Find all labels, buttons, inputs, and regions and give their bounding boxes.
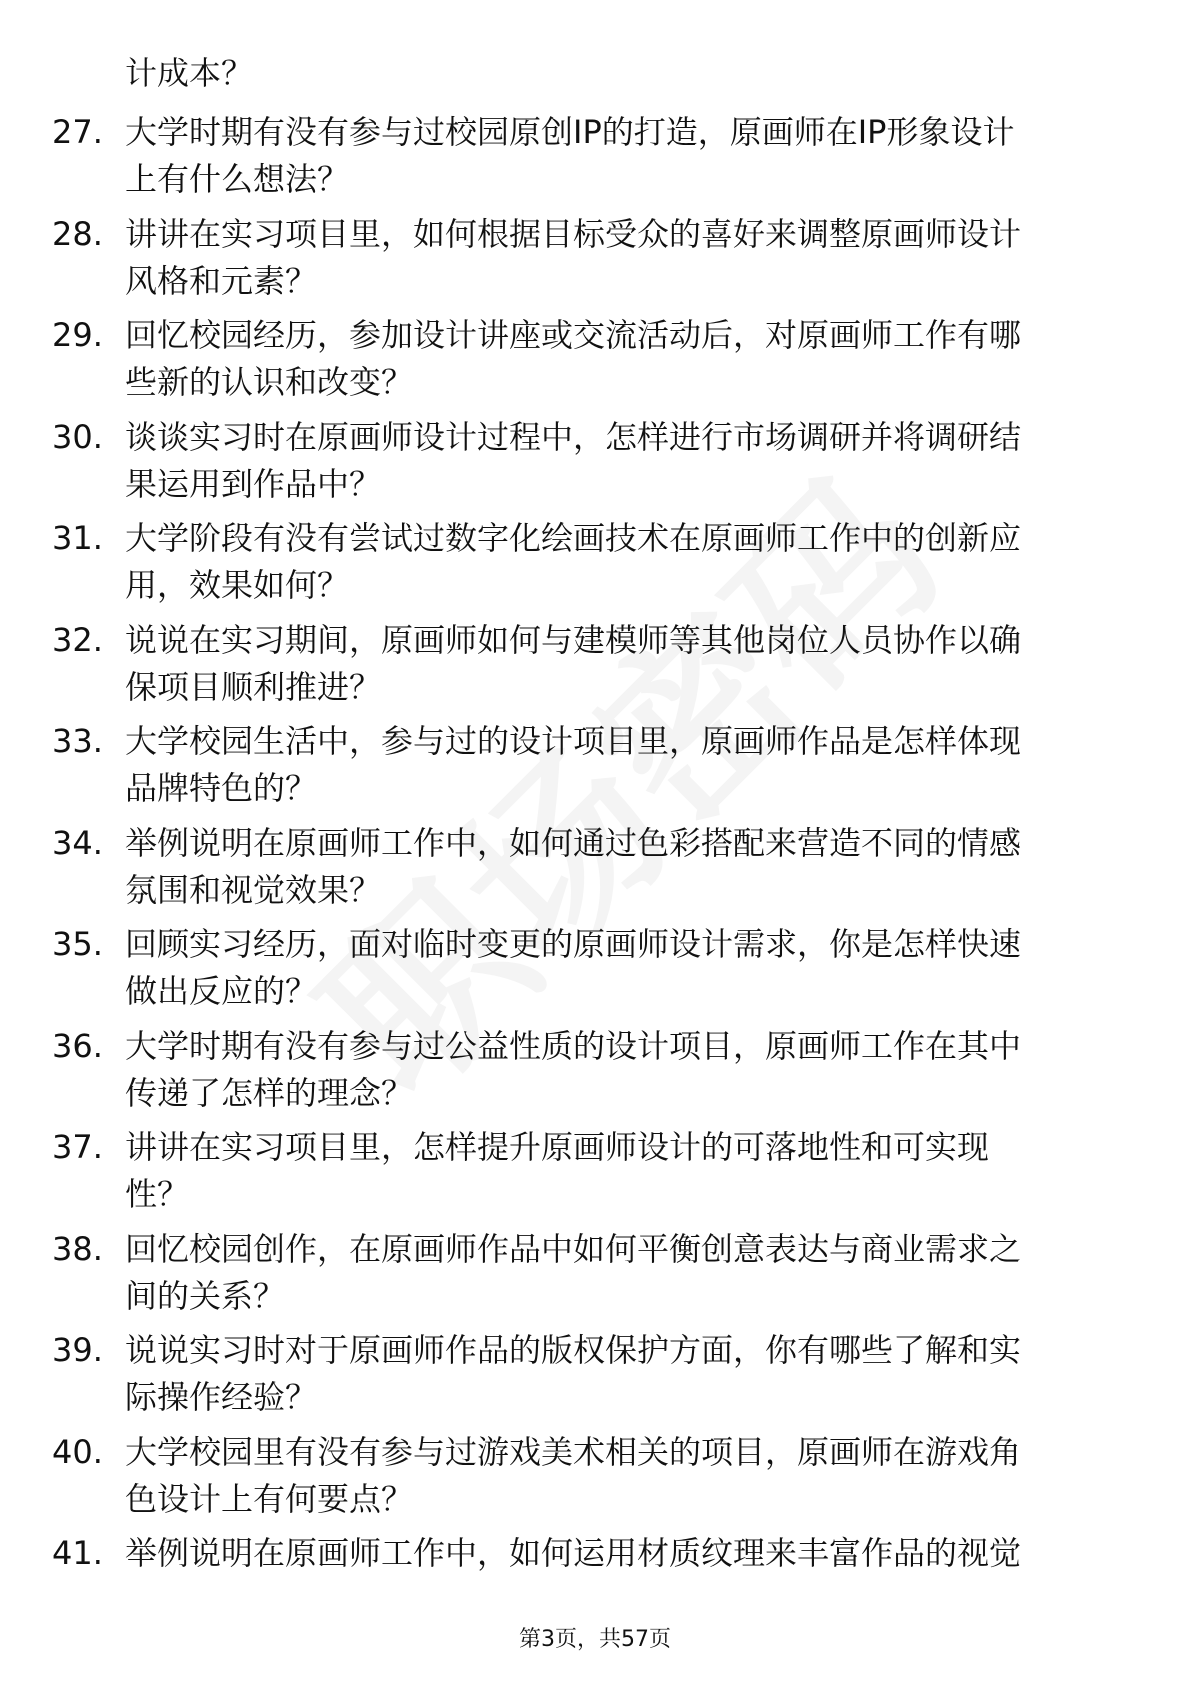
question-item — [0, 1117, 1190, 1219]
question-text — [125, 211, 1115, 305]
question-line: 说说实习时对于原画师作品的版权保护方面，你有哪些了解和实 — [125, 1331, 1022, 1369]
question-number: 40. — [52, 1432, 103, 1471]
question-number: 29. — [52, 316, 103, 354]
question-item — [0, 305, 1190, 407]
question-item — [0, 711, 1190, 813]
question-line: 大学时期有没有参与过公益性质的设计项目，原画师工作在其中 — [125, 1026, 1022, 1065]
question-item — [0, 1422, 1190, 1524]
question-text — [125, 1429, 1115, 1523]
question-line: 大学校园里有没有参与过游戏美术相关的项目，原画师在游戏角 — [125, 1432, 1022, 1471]
question-text — [125, 1327, 1115, 1421]
question-item — [0, 102, 1190, 204]
question-text — [125, 109, 1115, 203]
question-line: 讲讲在实习项目里，如何根据目标受众的喜好来调整原画师设计 — [125, 214, 1022, 253]
question-line: 风格和元素？ — [125, 261, 318, 300]
question-line: 传递了怎样的理念？ — [125, 1073, 414, 1112]
question-text — [125, 718, 1115, 812]
question-line: 举例说明在原画师工作中，如何运用材质纹理来丰富作品的视觉 — [125, 1534, 1022, 1572]
question-line: 品牌特色的？ — [125, 769, 318, 807]
question-text — [125, 921, 1115, 1015]
question-text — [125, 414, 1115, 508]
question-line: 上有什么想法？ — [125, 160, 350, 198]
question-line: 际操作经验？ — [125, 1378, 318, 1416]
question-number: 36. — [52, 1026, 103, 1065]
question-line: 果运用到作品中？ — [125, 464, 382, 503]
question-list — [0, 102, 1190, 1625]
question-number: 30. — [52, 417, 103, 456]
question-item — [0, 1016, 1190, 1118]
question-number: 28. — [52, 214, 103, 253]
question-item — [0, 914, 1190, 1016]
question-item — [0, 813, 1190, 915]
question-number: 33. — [52, 722, 103, 760]
question-line: 间的关系？ — [125, 1276, 286, 1315]
question-line: 谈谈实习时在原画师设计过程中，怎样进行市场调研并将调研结 — [125, 417, 1022, 456]
question-item — [0, 610, 1190, 712]
question-number: 39. — [52, 1331, 103, 1369]
question-number: 37. — [52, 1128, 103, 1166]
question-line: 保项目顺利推进？ — [125, 667, 382, 706]
question-line: 讲讲在实习项目里，怎样提升原画师设计的可落地性和可实现 — [125, 1128, 990, 1166]
question-line: 回忆校园经历，参加设计讲座或交流活动后，对原画师工作有哪 — [125, 316, 1022, 354]
page-footer: 第3页，共57页 — [519, 1627, 671, 1652]
question-line: 回忆校园创作，在原画师作品中如何平衡创意表达与商业需求之 — [125, 1229, 1022, 1268]
question-item — [0, 508, 1190, 610]
question-number: 34. — [52, 823, 103, 862]
question-line: 大学校园生活中，参与过的设计项目里，原画师作品是怎样体现 — [125, 722, 1022, 760]
question-text — [125, 1023, 1115, 1117]
question-line: 大学阶段有没有尝试过数字化绘画技术在原画师工作中的创新应 — [125, 519, 1022, 557]
question-text — [125, 1226, 1115, 1320]
question-text — [125, 617, 1115, 711]
question-line: 色设计上有何要点？ — [125, 1479, 414, 1518]
question-line: 性？ — [125, 1175, 190, 1213]
question-text — [125, 1530, 1115, 1577]
question-line: 些新的认识和改变？ — [125, 363, 414, 401]
question-item — [0, 204, 1190, 306]
question-item — [0, 1219, 1190, 1321]
question-line: 回顾实习经历，面对临时变更的原画师设计需求，你是怎样快速 — [125, 925, 1022, 963]
question-text — [125, 1124, 1115, 1218]
question-number: 41. — [52, 1534, 103, 1572]
continuation-text: 计成本？ — [125, 54, 254, 92]
question-line: 做出反应的？ — [125, 972, 318, 1010]
question-line: 用，效果如何？ — [125, 566, 350, 604]
question-item — [0, 1320, 1190, 1422]
question-number: 32. — [52, 620, 103, 659]
question-number: 31. — [52, 519, 103, 557]
question-number: 27. — [52, 113, 103, 151]
question-line: 举例说明在原画师工作中，如何通过色彩搭配来营造不同的情感 — [125, 823, 1022, 862]
question-item — [0, 407, 1190, 509]
question-number: 38. — [52, 1229, 103, 1268]
question-text — [125, 820, 1115, 914]
question-number: 35. — [52, 925, 103, 963]
question-line: 说说在实习期间，原画师如何与建模师等其他岗位人员协作以确 — [125, 620, 1022, 659]
question-text — [125, 515, 1115, 609]
question-line: 氛围和视觉效果？ — [125, 870, 382, 909]
question-text — [125, 312, 1115, 406]
question-item — [0, 1523, 1190, 1625]
question-line: 大学时期有没有参与过校园原创IP的打造，原画师在IP形象设计 — [125, 113, 1015, 151]
